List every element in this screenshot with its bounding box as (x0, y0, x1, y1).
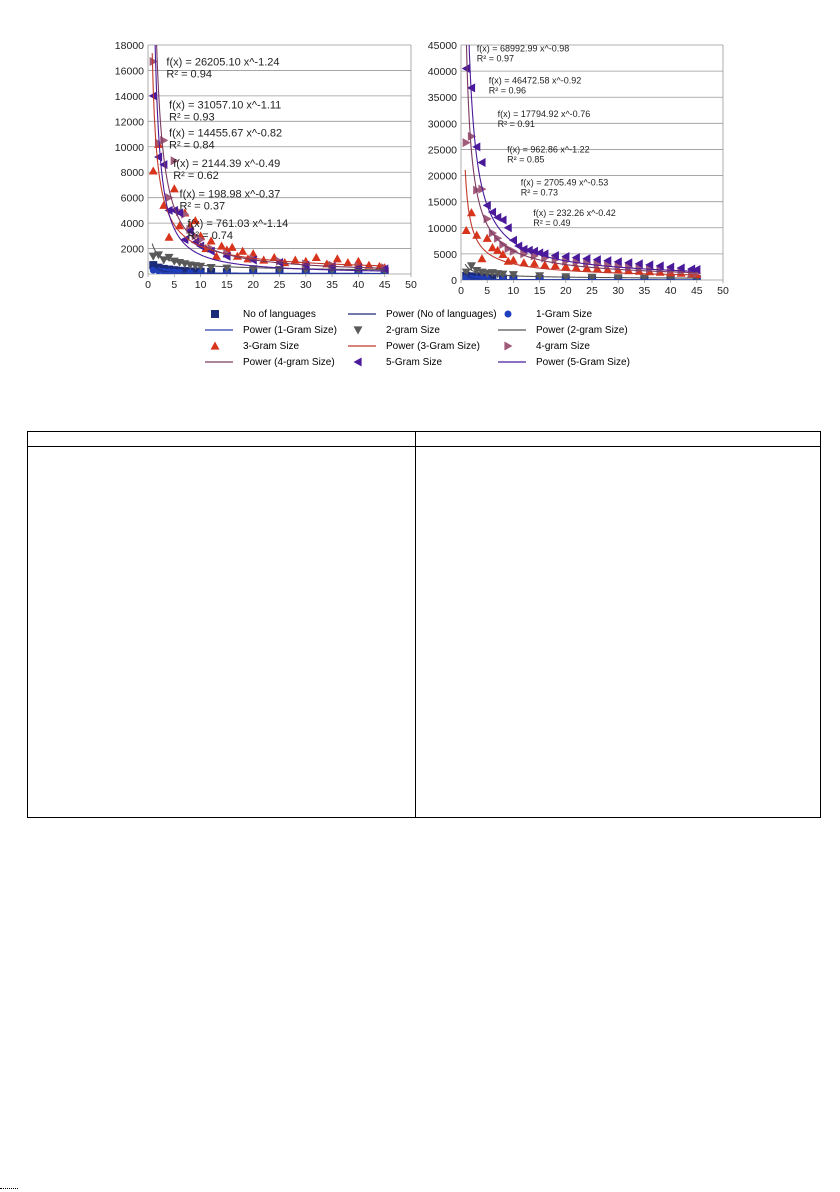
point-5-gram-size (462, 64, 470, 73)
x-tick-label: 5 (171, 279, 178, 291)
legend-symbol (348, 341, 378, 351)
r-squared-label: R² = 0.73 (520, 187, 559, 198)
r-squared-label: R² = 0.94 (166, 68, 212, 81)
x-tick-label: 10 (194, 279, 207, 291)
point-3-gram-size (462, 226, 471, 234)
point-3-gram-size (170, 184, 179, 192)
y-tick-label: 16000 (114, 65, 144, 78)
point-5-gram-size (477, 158, 485, 167)
legend-item-power-2-gram-size (498, 325, 628, 337)
point-3-gram-size (238, 247, 247, 255)
r-squared-label: R² = 0.85 (507, 154, 545, 165)
table-header-rule (28, 446, 820, 447)
trendline-equation: f(x) = 14455.67 x^-0.82 (169, 127, 283, 140)
legend-label: 5-Gram Size (386, 357, 443, 368)
r-squared-label: R² = 0.37 (179, 200, 226, 213)
r-squared-label: R² = 0.97 (476, 53, 515, 64)
footer-mark (0, 1188, 18, 1191)
legend-label: No of languages (243, 309, 316, 320)
x-tick-label: 35 (326, 279, 338, 291)
y-tick-label: 4000 (120, 218, 144, 231)
x-tick-label: 20 (559, 285, 572, 297)
point-3-gram-size (165, 233, 174, 241)
legend-label: 4-gram Size (536, 341, 590, 352)
legend-item-3-gram-size (205, 341, 299, 353)
legend-symbol (498, 341, 528, 351)
legend-label: Power (4-gram Size) (243, 357, 335, 368)
trendline-equation: f(x) = 962.86 x^-1.22 (507, 144, 590, 155)
trendline-equation: f(x) = 26205.10 x^-1.24 (166, 56, 280, 69)
x-tick-label: 45 (690, 285, 703, 297)
y-tick-label: 30000 (427, 118, 457, 131)
trendline-equation: f(x) = 46472.58 x^-0.92 (488, 75, 582, 86)
legend-symbol (498, 325, 528, 335)
trendline-equation: f(x) = 2144.39 x^-0.49 (173, 158, 281, 171)
y-tick-label: 40000 (427, 66, 457, 79)
r-squared-label: R² = 0.96 (488, 85, 527, 96)
trendline-equation: f(x) = 2705.49 x^-0.53 (520, 177, 609, 188)
point-4-gram-size (150, 57, 158, 66)
legend-symbol (205, 325, 235, 335)
legend-item-power-3-gram-size (348, 341, 480, 353)
legend-label: 1-Gram Size (536, 309, 593, 320)
r-squared-label: R² = 0.74 (187, 229, 234, 242)
trendline-equation: f(x) = 761.03 x^-1.14 (187, 217, 289, 230)
x-tick-label: 30 (612, 285, 625, 297)
y-tick-label: 2000 (120, 243, 144, 256)
y-tick-label: 20000 (427, 170, 457, 183)
x-tick-label: 0 (458, 285, 464, 297)
y-tick-label: 5000 (433, 248, 457, 261)
legend-label: Power (No of languages) (386, 309, 497, 320)
y-tick-label: 45000 (427, 40, 457, 52)
x-tick-label: 15 (533, 285, 546, 297)
legend-item-2-gram-size (348, 325, 440, 337)
trendline-equation: f(x) = 17794.92 x^-0.76 (497, 109, 591, 120)
x-tick-label: 50 (717, 285, 729, 297)
legend-item-no-of-languages (205, 309, 316, 321)
legend-symbol (348, 309, 378, 319)
legend-item-power-no-of-languages (348, 309, 497, 321)
y-tick-label: 25000 (427, 144, 457, 157)
legend-symbol (205, 341, 235, 351)
y-tick-label: 10000 (114, 141, 144, 154)
point-3-gram-size (217, 242, 226, 250)
legend-item-4-gram-size (498, 341, 590, 353)
r-squared-label: R² = 0.84 (169, 139, 215, 152)
trendline-equation: f(x) = 31057.10 x^-1.11 (169, 99, 282, 112)
x-tick-label: 15 (221, 279, 233, 291)
y-tick-label: 0 (451, 275, 457, 287)
legend-item-power-1-gram-size (205, 325, 337, 337)
r-squared-label: R² = 0.49 (533, 217, 571, 228)
point-3-gram-size (149, 166, 158, 174)
table-column-divider (415, 432, 416, 817)
legend-item-power-5-gram-size (498, 357, 630, 369)
x-tick-label: 40 (664, 285, 677, 297)
y-tick-label: 35000 (427, 92, 457, 105)
legend-label: Power (5-Gram Size) (536, 357, 630, 368)
x-tick-label: 0 (145, 279, 151, 291)
r-squared-label: R² = 0.62 (173, 170, 219, 183)
legend-item-power-4-gram-size (205, 357, 335, 369)
trendline-equation: f(x) = 198.98 x^-0.37 (179, 188, 281, 201)
x-tick-label: 10 (507, 285, 520, 297)
x-tick-label: 35 (638, 285, 651, 297)
y-tick-label: 18000 (114, 40, 144, 52)
y-tick-label: 0 (138, 269, 144, 281)
x-tick-label: 20 (247, 279, 260, 291)
x-tick-label: 25 (273, 279, 286, 291)
point-3-gram-size (312, 253, 321, 261)
legend-item-5-gram-size (348, 357, 442, 369)
empty-table (27, 431, 821, 818)
legend-label: 2-gram Size (386, 325, 440, 336)
x-tick-label: 30 (299, 279, 312, 291)
legend-symbol (205, 357, 235, 367)
y-tick-label: 10000 (427, 222, 457, 235)
chart-right (425, 40, 737, 302)
point-3-gram-size (477, 254, 486, 262)
y-tick-label: 12000 (114, 116, 144, 129)
legend-label: Power (3-Gram Size) (386, 341, 480, 352)
legend-symbol (348, 357, 378, 367)
y-tick-label: 14000 (114, 90, 144, 103)
chart-legend (205, 309, 665, 377)
point-5-gram-size (488, 208, 496, 217)
legend-symbol (205, 309, 235, 319)
point-3-gram-size (333, 254, 342, 262)
chart-left (105, 40, 417, 302)
x-tick-label: 5 (484, 285, 491, 297)
y-tick-label: 6000 (120, 192, 144, 205)
legend-symbol (498, 309, 528, 319)
trendline-equation: f(x) = 68992.99 x^-0.98 (476, 43, 570, 54)
legend-label: 3-Gram Size (243, 341, 300, 352)
legend-label: Power (2-gram Size) (536, 325, 628, 336)
legend-symbol (348, 325, 378, 335)
legend-symbol (498, 357, 528, 367)
trendline-equation: f(x) = 232.26 x^-0.42 (533, 207, 616, 218)
x-tick-label: 50 (405, 279, 417, 291)
y-tick-label: 15000 (427, 196, 457, 209)
x-tick-label: 45 (378, 279, 391, 291)
y-tick-label: 8000 (120, 167, 144, 180)
point-5-gram-size (149, 91, 157, 100)
point-3-gram-size (228, 243, 237, 251)
x-tick-label: 40 (352, 279, 365, 291)
legend-item-1-gram-size (498, 309, 592, 321)
r-squared-label: R² = 0.91 (497, 119, 535, 130)
x-tick-label: 25 (586, 285, 598, 297)
legend-label: Power (1-Gram Size) (243, 325, 337, 336)
r-squared-label: R² = 0.93 (169, 111, 215, 124)
point-5-gram-size (504, 223, 512, 232)
